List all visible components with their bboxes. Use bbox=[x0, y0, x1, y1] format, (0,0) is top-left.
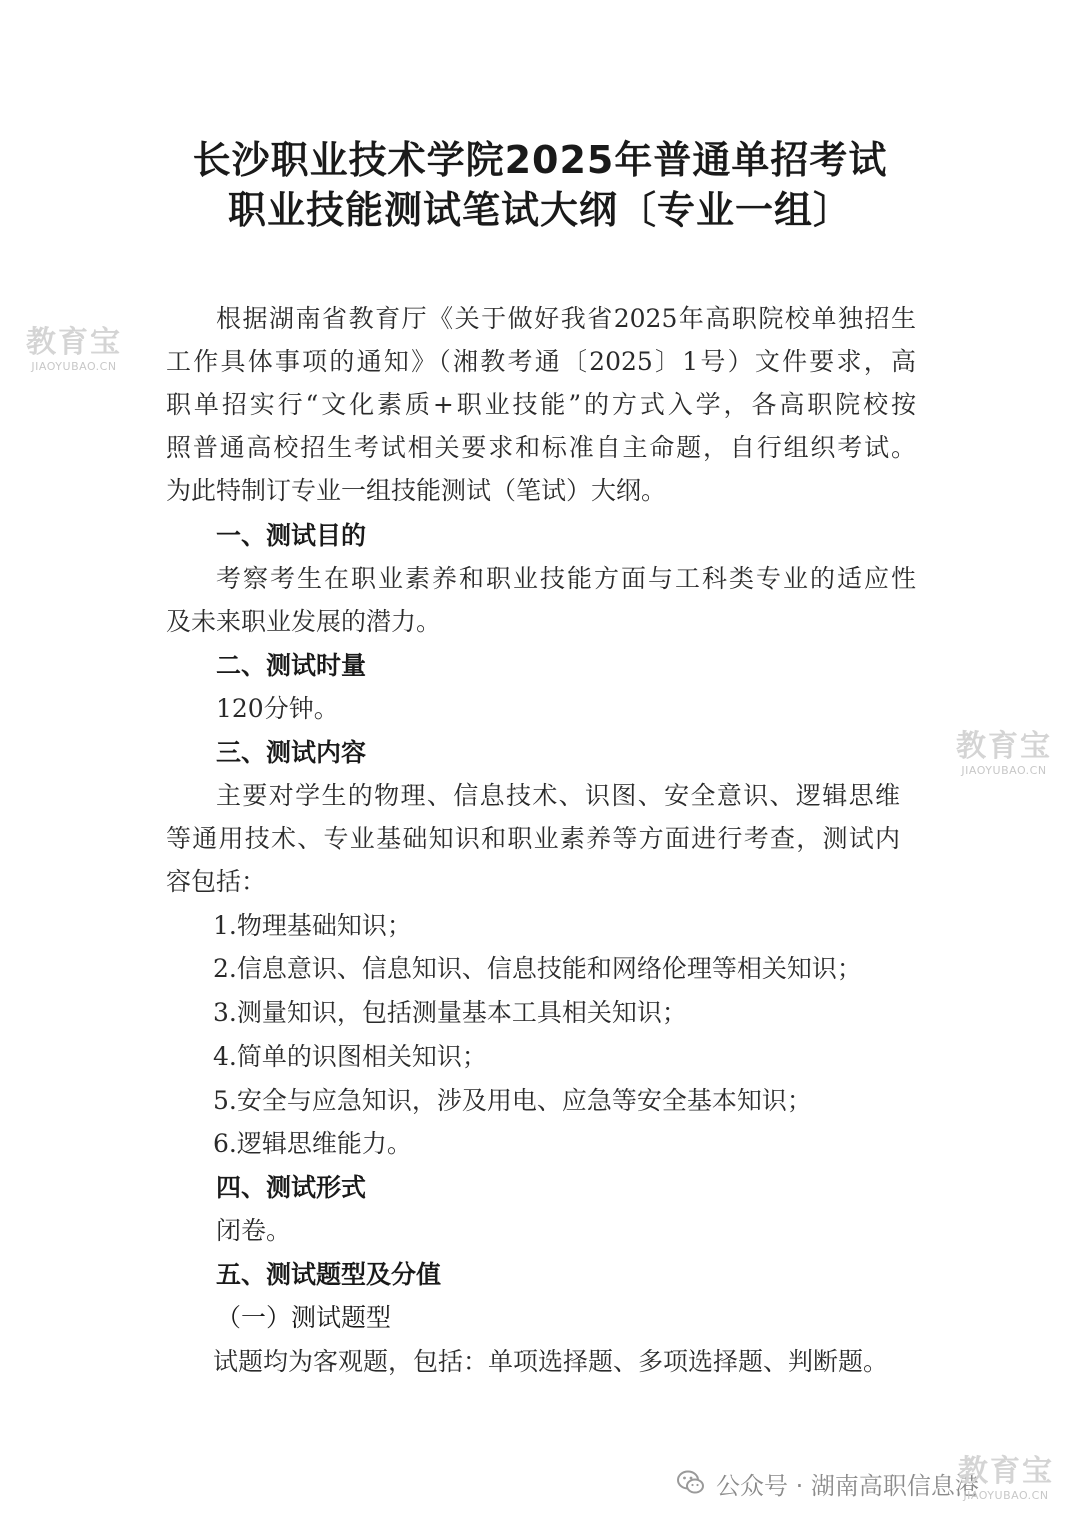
section-heading-duration: 二、测试时量 bbox=[216, 651, 367, 680]
list-item: 6.逻辑思维能力。 bbox=[213, 1129, 412, 1158]
document-title-line-2: 职业技能测试笔试大纲〔专业一组〕 bbox=[227, 188, 852, 232]
content-line-1: 主要对学生的物理、信息技术、识图、安全意识、逻辑思维 bbox=[216, 781, 900, 810]
format-text: 闭卷。 bbox=[216, 1216, 292, 1245]
content-line-2: 等通用技术、专业基础知识和职业素养等方面进行考查，测试内 bbox=[166, 824, 900, 853]
section-heading-format: 四、测试形式 bbox=[216, 1173, 367, 1202]
list-item: 1.物理基础知识； bbox=[213, 911, 412, 940]
intro-line-4: 照普通高校招生考试相关要求和标准自主命题，自行组织考试。 bbox=[166, 433, 916, 462]
watermark-logo: 教育宝 JIAOYUBAO.CN bbox=[956, 729, 1052, 777]
wechat-icon bbox=[676, 1468, 706, 1498]
watermark-logo: 教育宝 JIAOYUBAO.CN bbox=[958, 1454, 1054, 1502]
footer-text: 公众号 · 湖南高职信息港 bbox=[716, 1471, 979, 1500]
document-title-line-1: 长沙职业技术学院2025年普通单招考试 bbox=[192, 138, 888, 182]
watermark-logo: 教育宝 JIAOYUBAO.CN bbox=[26, 325, 122, 373]
section-heading-content: 三、测试内容 bbox=[216, 738, 367, 767]
question-types-text: 试题均为客观题，包括：单项选择题、多项选择题、判断题。 bbox=[213, 1347, 889, 1376]
purpose-line-2: 及未来职业发展的潜力。 bbox=[166, 607, 442, 636]
footer-account-label bbox=[676, 1463, 979, 1503]
subheading-question-types: （一）测试题型 bbox=[216, 1303, 392, 1332]
list-item: 5.安全与应急知识，涉及用电、应急等安全基本知识； bbox=[213, 1086, 812, 1115]
intro-line-1: 根据湖南省教育厅《关于做好我省2025年高职院校单独招生 bbox=[216, 304, 916, 333]
purpose-line-1: 考察考生在职业素养和职业技能方面与工科类专业的适应性 bbox=[216, 564, 916, 593]
intro-line-5: 为此特制订专业一组技能测试（笔试）大纲。 bbox=[166, 476, 667, 505]
section-heading-purpose: 一、测试目的 bbox=[216, 521, 367, 550]
intro-line-2: 工作具体事项的通知》（湘教考通〔2025〕1号）文件要求，高 bbox=[166, 347, 916, 376]
intro-line-3: 职单招实行“文化素质+职业技能”的方式入学，各高职院校按 bbox=[166, 390, 916, 419]
list-item: 3.测量知识，包括测量基本工具相关知识； bbox=[213, 998, 687, 1027]
section-heading-question-types: 五、测试题型及分值 bbox=[216, 1260, 442, 1289]
list-item: 4.简单的识图相关知识； bbox=[213, 1042, 487, 1071]
content-line-3: 容包括： bbox=[166, 867, 267, 896]
duration-text: 120分钟。 bbox=[216, 694, 339, 723]
list-item: 2.信息意识、信息知识、信息技能和网络伦理等相关知识； bbox=[213, 954, 862, 983]
